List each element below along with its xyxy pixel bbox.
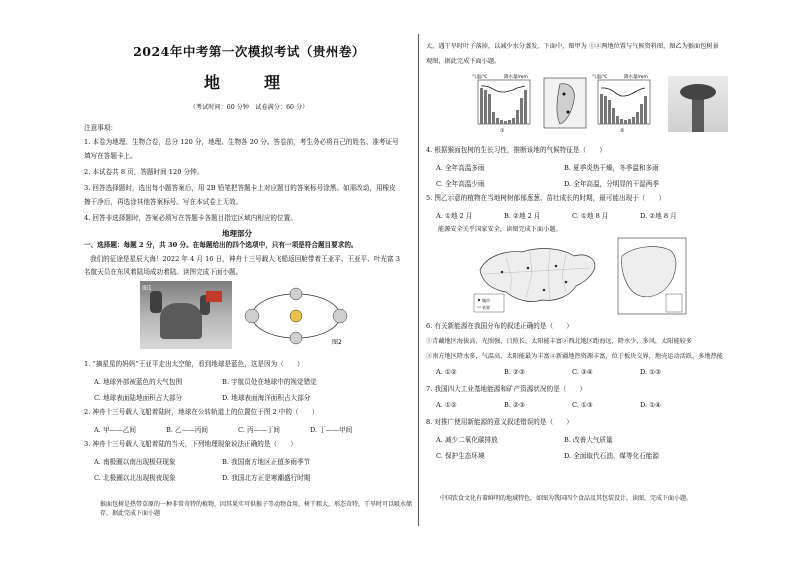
legend-label: 省界 [482,305,490,310]
question-option[interactable]: A. ①② [436,401,457,409]
legend-label: 城市 [482,298,490,303]
tree-trunk [692,96,704,132]
baobab-tree-photo [668,76,728,132]
question-option[interactable]: A. ①地 2 月 [436,212,473,220]
subject-title: 地 理 [203,73,294,92]
question-option[interactable]: D. ①③ [640,368,662,376]
figure-label: 图2 [332,339,342,346]
location-dot [567,111,570,114]
statement-line: ③南方地区降水多，气温高，太阳能最为丰富④新疆地热资源丰富，位于板块交界，地壳运动活跃，多地热能 [426,353,723,360]
note-line: 擦干净后，再选涂其他答案标号。写在本试卷上无效。 [84,198,243,206]
question-option[interactable]: C. 地球表面陆地面积占大部分 [94,394,183,402]
return-capsule-shape [160,303,202,339]
question-option[interactable]: C. 全年高温少雨 [436,180,485,188]
earth-orbit-diagram [240,282,352,350]
climate-chart-1 [470,72,540,134]
earth-position-icon [245,309,259,323]
question-option[interactable]: C. 丙——丁间 [238,426,280,434]
note-line: 1. 本卷为地理、生物合卷，总分 120 分，地理、生物各 20 分。答卷前，考生务必将自己的姓名、准考证号 [84,138,399,146]
note-line: 4. 回答非选择题时，答案必须写在答题卡各题目指定区域内相应的位置。 [84,214,297,222]
question-stem: 5. 图乙示意的植物在当地树树郁郁葱葱、苗壮成长的时期，最可能出现于（ ） [426,194,666,202]
notes-heading: 注意事项： [84,124,117,132]
figure-label: 图1 [142,285,152,292]
footer-passage-left: 猴面包树是热带草原的一种非常奇特的植物，因其果实可供猴子等动物食用，树干粗大，形态奇特，干旱时可以吸水储存，据此完成下面小题 [100,501,413,517]
axis-label: 气温/℃ [472,75,488,80]
question-option[interactable]: A. 地球外部被蓝色的大气包围 [94,378,183,386]
question-option[interactable]: B. ②③ [504,401,525,409]
chart-id: ② [620,128,625,134]
question-option[interactable]: D. 地球表面海洋面积占大部分 [222,394,311,402]
inset-box [666,294,682,312]
south-china-sea-inset-map [616,236,688,316]
location-map [542,72,588,134]
note-line: 2. 本试卷共 8 页，答题时间 120 分钟。 [84,168,204,176]
astronaut-landing-photo [140,281,232,349]
question-option[interactable]: A. ①② [436,368,457,376]
passage-line: 我们的征途是星辰大海！2022 年 4 月 16 日，神舟十三号载人飞船返回舱带着王亚平、王亚平、叶光富 3 [90,255,400,263]
question-option[interactable]: A. 甲——乙间 [94,426,136,434]
tree-crown [680,84,716,100]
section-heading: 地理部分 [222,229,252,238]
axis-label: 降水量/mm [504,75,528,80]
question-stem: 7. 我国四大工业基地能源和矿产资源状况的是（ ） [426,385,587,393]
question-option[interactable]: C. ①③ [572,401,593,409]
axis-label: 降水量/mm [624,75,648,80]
exam-meta: （考试时间：60 分钟 试卷满分：60 分） [189,104,309,111]
sun-icon [290,310,302,322]
question-option[interactable]: D. ②地 8 月 [640,212,677,220]
question-option[interactable]: D. ①④ [640,401,662,409]
question-stem: 1. “摘星星的妈妈”王亚平走出太空舱，看到地球是蓝色，这是因为（ ） [84,360,304,368]
question-option[interactable]: B. 乙——丙间 [166,426,209,434]
earth-position-icon [290,332,302,344]
earth-position-icon [290,288,302,300]
question-stem: 8. 对推广使用新能源的意义叙述错误的是（ ） [426,418,573,426]
question-option[interactable]: C. 保护生态环境 [436,452,485,460]
question-option[interactable]: D. 全年高温，分明显的干湿两季 [564,180,659,188]
exam-title: 2024年中考第一次模拟考试（贵州卷） [133,44,365,59]
question-option[interactable]: C. ①地 8 月 [572,212,609,220]
question-option[interactable]: D. 丁——甲间 [310,426,353,434]
question-stem: 6. 有关新能源在我国分布的叙述正确的是（ ） [426,322,573,330]
chart-id: ① [500,128,505,134]
note-line: 填写在答题卡上。 [84,152,137,160]
china-outline [480,249,595,302]
location-dot [563,93,566,96]
section-instruction: 一、选择题：每题 2 分，共 30 分。在每题给出的四个选项中，只有一项是符合题目要求的。 [84,241,358,249]
column-divider [418,34,419,526]
question-option[interactable]: B. ②③ [504,368,525,376]
footer-passage-right: 中国饮食文化有着鲜明的地域特色，如图为我国四个食品及其包装设计。读图，完成下面小题。 [440,495,693,502]
earth-position-icon [333,309,347,323]
question-option[interactable]: A. 全年高温多雨 [436,164,485,172]
question-option[interactable]: C. 北极圈以北出现极夜现象 [94,474,176,482]
question-option[interactable]: D. 全面取代石油、煤等化石能源 [564,452,659,460]
question-stem: 4. 根据猴面包树的生长习性，推断该地的气候特征是（ ） [426,146,606,154]
question-option[interactable]: B. 宇航员处在地球中的视觉错觉 [222,378,317,386]
person-silhouette [150,291,162,313]
passage-line: 太。遇干旱时叶子落掉，以减少水分蒸发。下面中，图甲为 ①②两地位置与气候资料图，图乙为猴面包树景 [426,43,719,50]
question-option[interactable]: C. ③④ [572,368,593,376]
china-energy-map [470,238,608,314]
question-option[interactable]: A. 减少二氧化碳排放 [436,436,498,444]
question-option[interactable]: D. 我国北方正是寒潮盛行时期 [222,474,311,482]
passage-line: 观图，据此完成下面小题。 [426,58,501,65]
question-stem: 3. 神舟十三号载人飞船着陆的当天，下列地理现象说法正确的是（ ） [84,440,297,448]
question-option[interactable]: B. ②地 2 月 [504,212,541,220]
statement-line: ①青藏地区海拔高，光照强，日照长，太阳能丰富②西北地区距海远，降水少，多风，太阳能较多 [426,338,693,345]
note-line: 3. 回答选择题时，选出每小题答案后，用 2B 铅笔把答题卡上对应题目的答案标号涂黑。如需改动，用橡皮 [84,184,396,192]
question-option[interactable]: B. 改善大气质量 [564,436,613,444]
flag-icon [206,291,222,302]
question-option[interactable]: B. 夏季炎热干燥，冬季温和多雨 [564,164,659,172]
axis-label: 气温/℃ [592,75,608,80]
climate-chart-2 [590,72,660,134]
question-stem: 2. 神舟十三号载人飞船着陆时，地球在公转轨道上的位置位于图 2 中的（ ） [84,408,319,416]
passage-line: 能源安全关乎国家安全，读图完成下面小题。 [438,226,562,233]
passage-line: 名航天员在东风着陆场成功着陆。读图完成下面小题。 [84,268,243,276]
question-option[interactable]: B. 我国南方地区正值多雨季节 [222,458,311,466]
question-option[interactable]: A. 南极圈以南出现极昼现象 [94,458,176,466]
